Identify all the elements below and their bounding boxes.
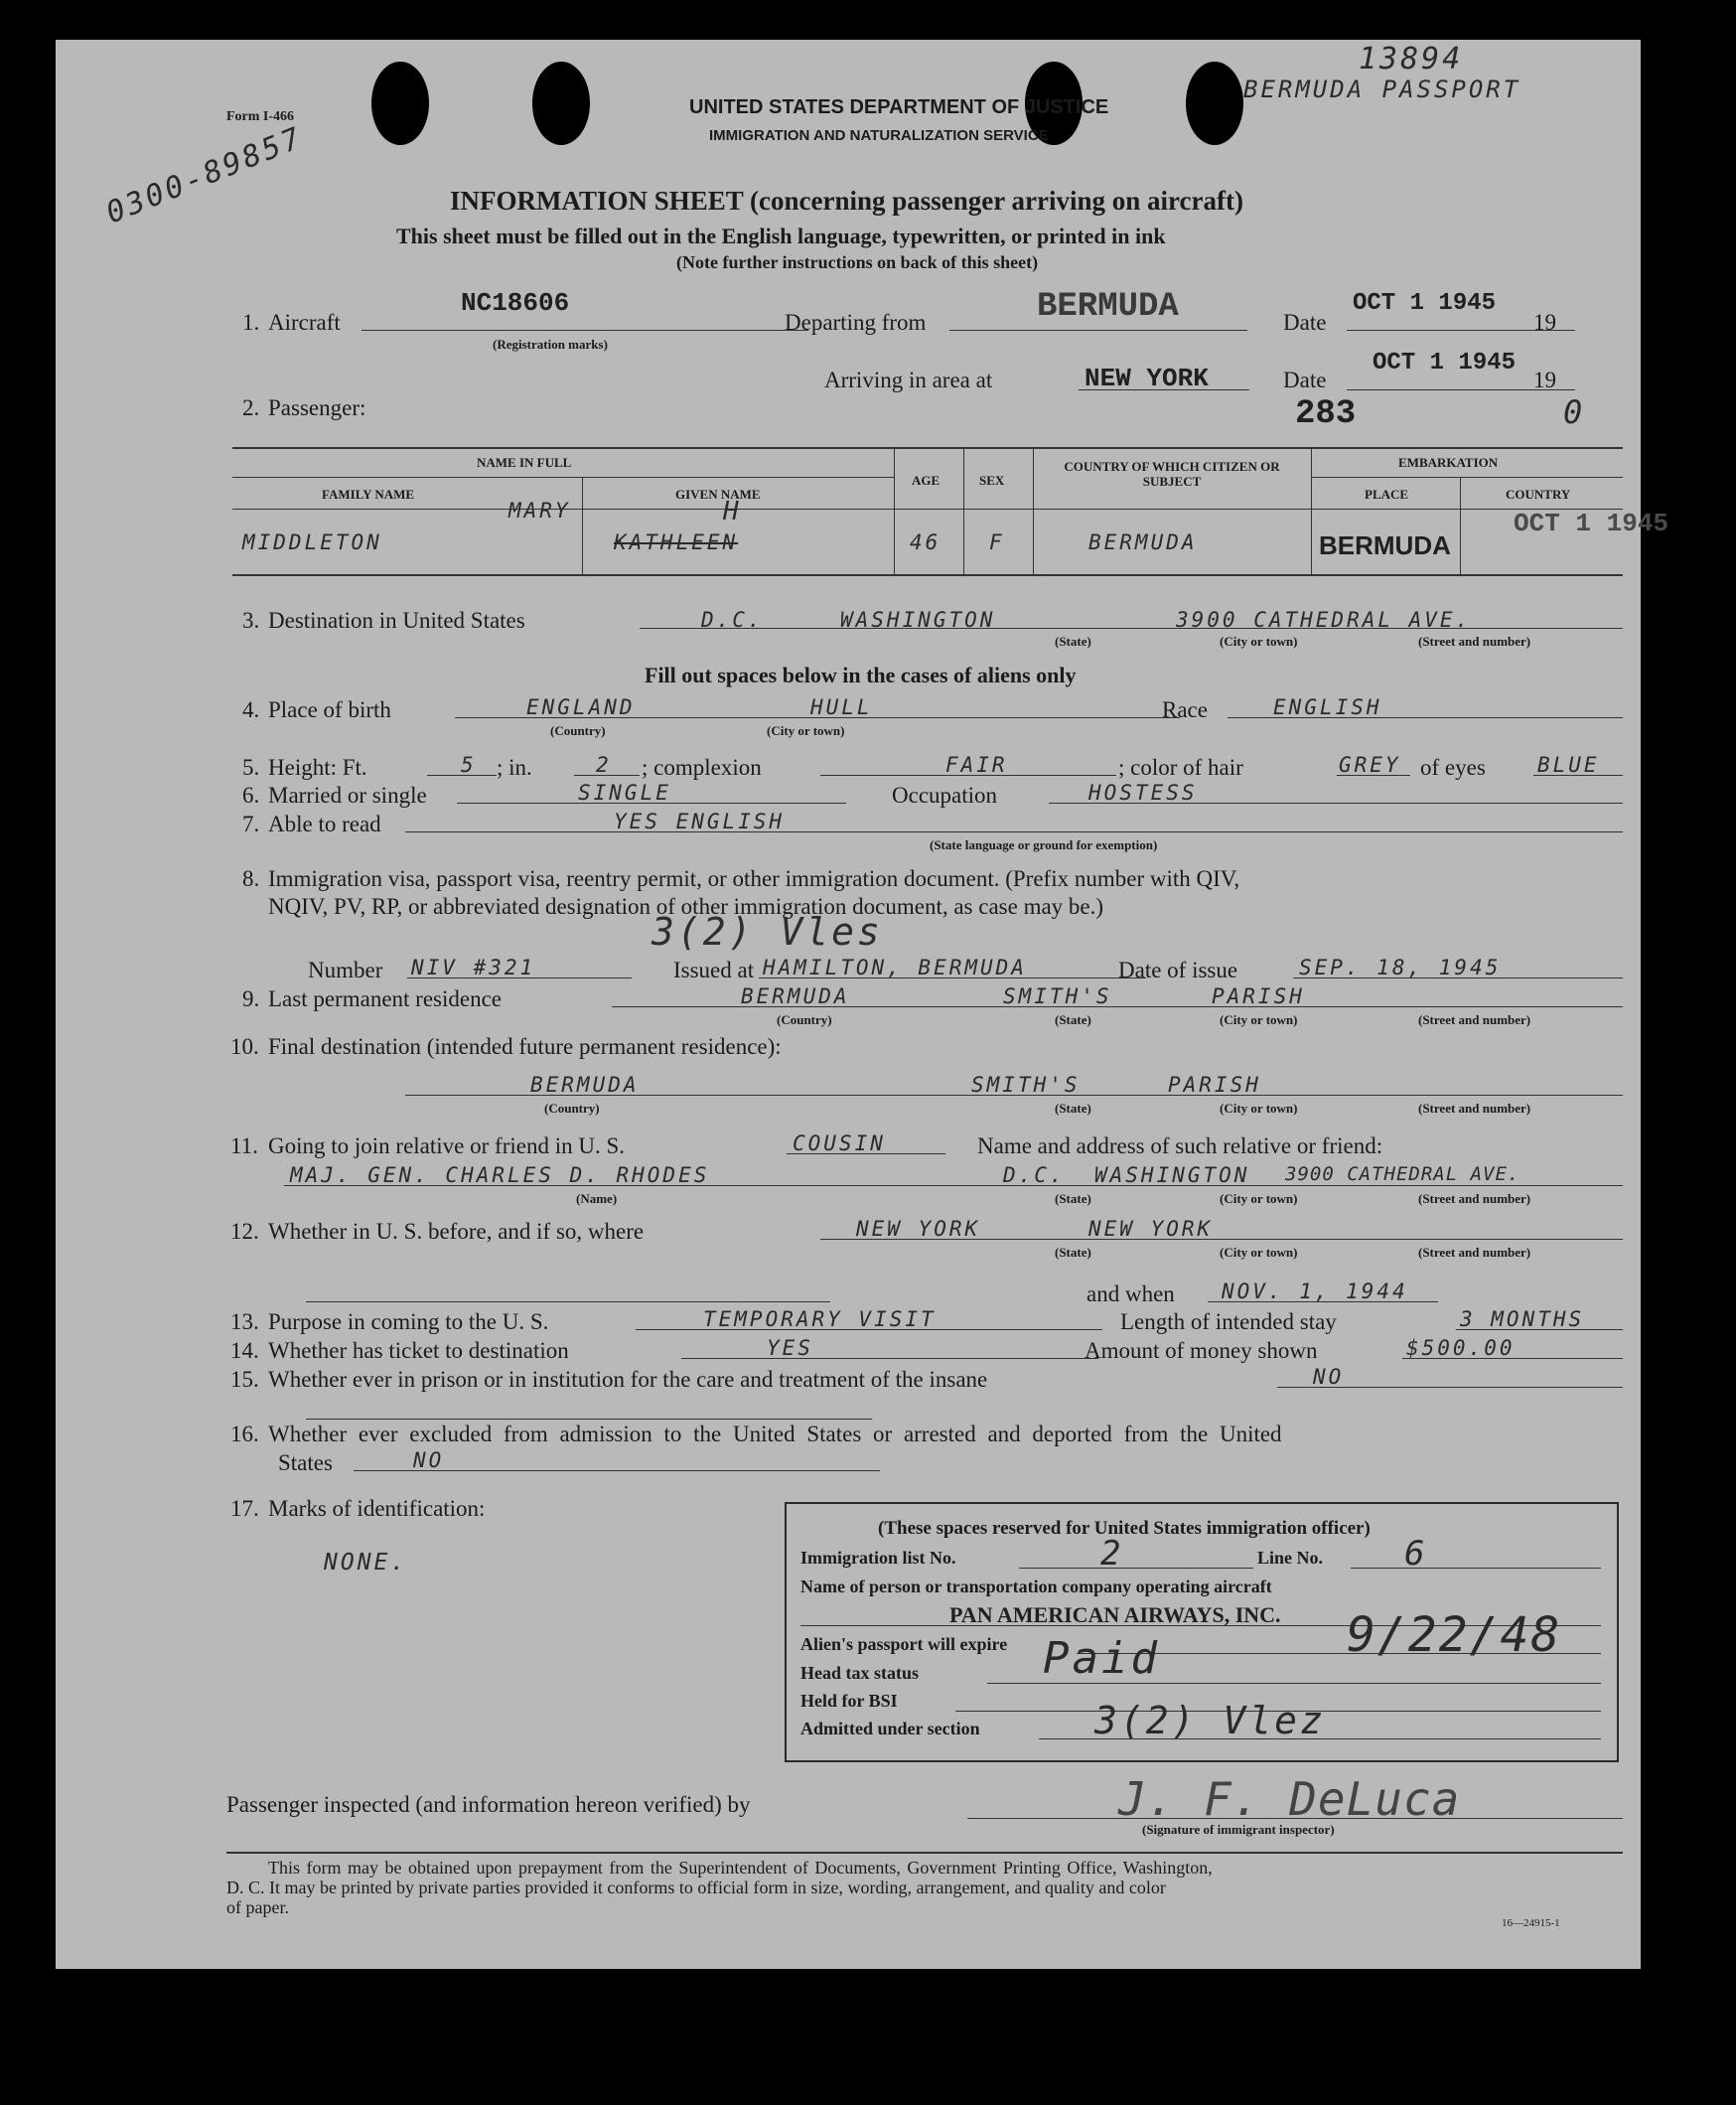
issued-value: HAMILTON, BERMUDA — [763, 956, 1027, 979]
tax-value: Paid — [1043, 1633, 1160, 1684]
form-number: Form I-466 — [226, 109, 295, 124]
section-value: 3(2) Vlez — [1094, 1699, 1326, 1742]
country2-header: COUNTRY — [1506, 487, 1571, 502]
q8-text2: NQIV, PV, RP, or abbreviated designation of other immigration document, as case may be.) — [268, 894, 1104, 919]
given-mark: H — [723, 497, 742, 526]
section-label: Admitted under section — [800, 1719, 980, 1738]
relative-state: D.C. — [1003, 1163, 1066, 1187]
stay-label: Length of intended stay — [1120, 1309, 1337, 1334]
stamp-number: 283 — [1295, 395, 1357, 433]
destination-label: Destination in United States — [268, 608, 525, 633]
money-value: $500.00 — [1406, 1336, 1516, 1360]
complexion-label: ; complexion — [642, 755, 762, 780]
married-label: Married or single — [268, 783, 427, 808]
read-label: Able to read — [268, 812, 381, 836]
cap-state: (State) — [1055, 1101, 1091, 1116]
stay-value: 3 MONTHS — [1460, 1307, 1585, 1331]
place-header: PLACE — [1365, 487, 1409, 502]
residence-country: BERMUDA — [741, 984, 850, 1008]
line-label: Line No. — [1257, 1548, 1324, 1568]
before-label: Whether in U. S. before, and if so, where — [268, 1219, 645, 1244]
q7-number: 7. — [242, 812, 260, 836]
footer-line3: of paper. — [226, 1897, 289, 1917]
money-label: Amount of money shown — [1085, 1338, 1318, 1363]
prison-value: NO — [1313, 1365, 1345, 1389]
cap-street: (Street and number) — [1418, 634, 1531, 649]
q12-number: 12. — [230, 1219, 259, 1244]
inspected-label: Passenger inspected (and information hereon verified) by — [226, 1792, 751, 1817]
visa-number: NIV #321 — [411, 956, 536, 979]
height-ft: 5 — [461, 753, 477, 777]
departing-label: Departing from — [785, 310, 927, 335]
arrive-date-label: Date — [1283, 368, 1327, 392]
marks-label: Marks of identification: — [268, 1496, 486, 1521]
excluded-label2: States — [278, 1450, 333, 1475]
cap-city: (City or town) — [767, 723, 845, 738]
cap-state: (State) — [1055, 634, 1091, 649]
given-name: KATHLEEN — [614, 530, 739, 554]
q1-number: 1. — [242, 310, 260, 335]
punch-hole — [1186, 62, 1243, 145]
when-label: and when — [1086, 1281, 1175, 1306]
final-dest-label: Final destination (intended future permanent residence): — [268, 1034, 782, 1059]
cap-city: (City or town) — [1220, 1245, 1298, 1260]
q3-number: 3. — [242, 608, 260, 633]
footer-line1: This form may be obtained upon prepayment from the Superintendent of Documents, Government Printing Office, Washington, — [268, 1858, 1213, 1878]
aircraft-value: NC18606 — [461, 288, 570, 318]
family-name: MIDDLETON — [242, 530, 382, 554]
q9-number: 9. — [242, 986, 260, 1011]
corner-note: BERMUDA PASSPORT — [1243, 75, 1521, 103]
departing-value: BERMUDA — [1037, 288, 1179, 326]
when-value: NOV. 1, 1944 — [1222, 1279, 1408, 1303]
cap-street: (Street and number) — [1418, 1012, 1531, 1027]
cap-state: (State) — [1055, 1191, 1091, 1206]
visa-number-label: Number — [308, 958, 383, 982]
hair-value: GREY — [1339, 753, 1401, 777]
race-label: Race — [1162, 697, 1208, 722]
q8-number: 8. — [242, 866, 260, 891]
join-label: Going to join relative or friend in U. S. — [268, 1133, 625, 1158]
agency-name: UNITED STATES DEPARTMENT OF JUSTICE — [689, 96, 1109, 118]
dest-city: WASHINGTON — [840, 608, 996, 632]
eyes-value: BLUE — [1537, 753, 1600, 777]
print-code: 16—24915-1 — [1502, 1917, 1560, 1929]
punch-hole — [371, 62, 429, 145]
list-value: 2 — [1100, 1534, 1124, 1574]
read-caption: (State language or ground for exemption) — [930, 837, 1158, 852]
citizen-value: BERMUDA — [1088, 530, 1198, 554]
signature-caption: (Signature of immigrant inspector) — [1142, 1822, 1335, 1837]
height-in: 2 — [596, 753, 612, 777]
q8-annotation: 3(2) Vles — [651, 910, 883, 954]
occupation-label: Occupation — [892, 783, 998, 808]
q14-number: 14. — [230, 1338, 259, 1363]
side-number: 0300-89857 — [101, 120, 309, 231]
form-sheet — [56, 40, 1669, 1969]
q8-text1: Immigration visa, passport visa, reentry permit, or other immigration document. (Prefix number with QIV, — [268, 866, 1240, 891]
embark-date-stamp: OCT 1 1945 — [1514, 509, 1669, 538]
residence-label: Last permanent residence — [268, 986, 502, 1011]
relative-street: 3900 CATHEDRAL AVE. — [1285, 1163, 1520, 1185]
q11-number: 11. — [230, 1133, 258, 1158]
race-value: ENGLISH — [1273, 695, 1382, 719]
cap-state: (State) — [1055, 1012, 1091, 1027]
height-label: Height: Ft. — [268, 755, 367, 780]
cap-state: (State) — [1055, 1245, 1091, 1260]
given-insert: MARY — [508, 499, 571, 523]
occupation-value: HOSTESS — [1088, 781, 1198, 805]
officer-header: (These spaces reserved for United States immigration officer) — [878, 1518, 1371, 1539]
birth-country: ENGLAND — [526, 695, 636, 719]
q6-number: 6. — [242, 783, 260, 808]
q2-number: 2. — [242, 395, 260, 420]
sheet-note: (Note further instructions on back of this sheet) — [676, 252, 1039, 272]
q10-number: 10. — [230, 1034, 259, 1059]
dest-street: 3900 CATHEDRAL AVE. — [1176, 608, 1472, 632]
cap-city: (City or town) — [1220, 1012, 1298, 1027]
depart-date-label: Date — [1283, 310, 1327, 335]
sex-value: F — [989, 530, 1005, 554]
dest-state: D.C. — [701, 608, 764, 632]
relative-city: WASHINGTON — [1094, 1163, 1250, 1187]
final-country: BERMUDA — [530, 1073, 640, 1097]
height-in-label: ; in. — [497, 755, 532, 780]
embark-place: BERMUDA — [1319, 530, 1451, 560]
before-city: NEW YORK — [1088, 1217, 1214, 1241]
prison-label: Whether ever in prison or in institution for the care and treatment of the insane — [268, 1367, 988, 1392]
final-state: SMITH'S — [971, 1073, 1081, 1097]
marks-value: NONE. — [324, 1550, 408, 1576]
q13-number: 13. — [230, 1309, 259, 1334]
age-header: AGE — [912, 473, 940, 488]
final-city: PARISH — [1168, 1073, 1261, 1097]
family-header: FAMILY NAME — [322, 487, 415, 502]
given-header: GIVEN NAME — [675, 487, 761, 502]
join-relation: COUSIN — [793, 1131, 886, 1155]
complexion-value: FAIR — [945, 753, 1008, 777]
relative-name: MAJ. GEN. CHARLES D. RHODES — [290, 1163, 710, 1187]
q15-number: 15. — [230, 1367, 259, 1392]
married-value: SINGLE — [578, 781, 671, 805]
birth-city: HULL — [810, 695, 873, 719]
residence-state: SMITH'S — [1003, 984, 1112, 1008]
excluded-value: NO — [413, 1448, 445, 1472]
ticket-label: Whether has ticket to destination — [268, 1338, 569, 1363]
q16-number: 16. — [230, 1422, 259, 1446]
embarkation-header: EMBARKATION — [1398, 455, 1499, 470]
name-address-label: Name and address of such relative or friend: — [977, 1133, 1383, 1158]
hair-label: ; color of hair — [1118, 755, 1243, 780]
company-value: PAN AMERICAN AIRWAYS, INC. — [949, 1602, 1281, 1627]
aircraft-label: Aircraft — [268, 310, 341, 335]
officer-box — [785, 1502, 1619, 1762]
file-number: 13894 — [1359, 42, 1464, 76]
cap-city: (City or town) — [1220, 1191, 1298, 1206]
country-header: COUNTRY OF WHICH CITIZEN OR SUBJECT — [1064, 459, 1280, 489]
inspector-signature: J. F. DeLuca — [1118, 1772, 1461, 1826]
line-value: 6 — [1404, 1534, 1428, 1574]
excluded-label1: Whether ever excluded from admission to the United States or arrested and deported from the United — [268, 1422, 1282, 1446]
age-value: 46 — [910, 530, 941, 554]
cap-name: (Name) — [576, 1191, 618, 1206]
name-header: NAME IN FULL — [477, 455, 572, 470]
tax-label: Head tax status — [800, 1663, 920, 1683]
read-value: YES ENGLISH — [614, 810, 786, 833]
agency-service: IMMIGRATION AND NATURALIZATION SERVICE — [709, 127, 1049, 144]
cap-city: (City or town) — [1220, 634, 1298, 649]
sheet-title: INFORMATION SHEET (concerning passenger arriving on aircraft) — [450, 186, 1243, 216]
punch-hole — [532, 62, 590, 145]
passenger-label: Passenger: — [268, 395, 366, 420]
eyes-label: of eyes — [1420, 755, 1486, 780]
residence-city: PARISH — [1212, 984, 1305, 1008]
passenger-table — [232, 447, 1669, 576]
footer-line2: D. C. It may be printed by private parties provided it conforms to official form in size, wording, arrangement, and quality and color — [226, 1878, 1166, 1897]
doi-label: Date of issue — [1118, 958, 1238, 982]
aliens-note: Fill out spaces below in the cases of aliens only — [645, 663, 1077, 687]
doi-value: SEP. 18, 1945 — [1299, 956, 1502, 979]
depart-date-value: OCT 1 1945 — [1353, 290, 1497, 317]
issued-label: Issued at — [673, 958, 755, 982]
before-state: NEW YORK — [856, 1217, 981, 1241]
cap-street: (Street and number) — [1418, 1245, 1531, 1260]
purpose-label: Purpose in coming to the U. S. — [268, 1309, 549, 1334]
list-label: Immigration list No. — [800, 1548, 956, 1568]
cap-city: (City or town) — [1220, 1101, 1298, 1116]
reg-marks-caption: (Registration marks) — [493, 337, 608, 352]
company-label: Name of person or transportation company operating aircraft — [800, 1577, 1272, 1596]
expire-label: Alien's passport will expire — [800, 1634, 1008, 1654]
arrive-date-value: OCT 1 1945 — [1373, 350, 1517, 376]
stamp-mark: 0 — [1563, 393, 1586, 431]
ticket-value: YES — [767, 1336, 813, 1360]
q17-number: 17. — [230, 1496, 259, 1521]
cap-street: (Street and number) — [1418, 1101, 1531, 1116]
arriving-label: Arriving in area at — [824, 368, 993, 392]
cap-street: (Street and number) — [1418, 1191, 1531, 1206]
cap-country: (Country) — [550, 723, 606, 738]
cap-country: (Country) — [544, 1101, 600, 1116]
q4-number: 4. — [242, 697, 260, 722]
purpose-value: TEMPORARY VISIT — [703, 1307, 937, 1331]
birth-label: Place of birth — [268, 697, 391, 722]
cap-country: (Country) — [777, 1012, 832, 1027]
sex-header: SEX — [979, 473, 1005, 488]
depart-century: 19 — [1533, 310, 1556, 335]
bsi-label: Held for BSI — [800, 1691, 898, 1711]
arrive-century: 19 — [1533, 368, 1556, 392]
arriving-value: NEW YORK — [1085, 364, 1209, 393]
expire-value: 9/22/48 — [1347, 1607, 1562, 1663]
q5-number: 5. — [242, 755, 260, 780]
sheet-subtitle: This sheet must be filled out in the English language, typewritten, or printed in ink — [396, 224, 1166, 248]
